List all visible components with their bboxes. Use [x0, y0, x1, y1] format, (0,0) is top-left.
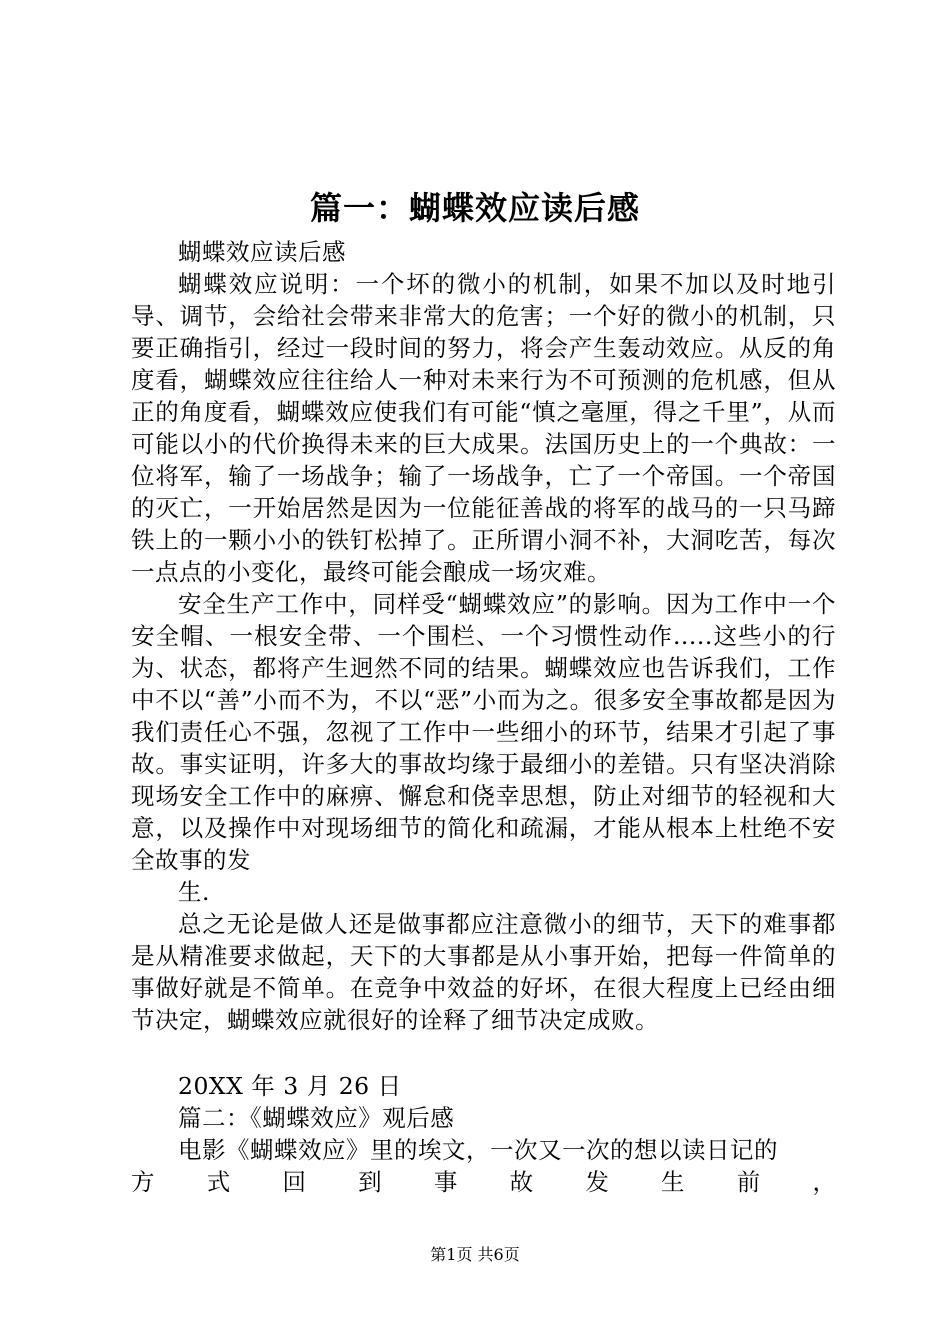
subtitle-paragraph: 蝴蝶效应读后感 [178, 238, 346, 266]
body-paragraph-2: 安全生产工作中，同样受“蝴蝶效应”的影响。因为工作中一个安全帽、一根安全带、一个围栏、一个习惯性动作.....这些小的行为、状态，都将产生迥然不同的结果。蝴蝶效应也告诉我们，工作中不以“善”小而不为，不以“恶”小而为之。很多安全事故都是因为我们责任心不强，忽视了工作中一些细小的环节，结果才引起了事故。事实证明，许多大的事故均缘于最细小的差错。只有坚决消除现场安全工作中的麻痹、懈怠和侥幸思想，防止对细节的轻视和大意，以及操作中对现场细节的简化和疏漏，才能从根本上杜绝不安全故事的发 [131, 590, 836, 874]
body-paragraph-2-tail: 生. [178, 878, 210, 906]
body-paragraph-1: 蝴蝶效应说明：一个坏的微小的机制，如果不加以及时地引导、调节，会给社会带来非常大的危害；一个好的微小的机制，只要正确指引，经过一段时间的努力，将会产生轰动效应。从反的角度看，蝴蝶效应往往给人一种对未来行为不可预测的危机感，但从正的角度看，蝴蝶效应使我们有可能“慎之毫厘，得之千里”，从而可能以小的代价换得未来的巨大成果。法国历史上的一个典故：一位将军，输了一场战争；输了一场战争，亡了一个帝国。一个帝国的灭亡，一开始居然是因为一位能征善战的将军的战马的一只马蹄铁上的一颗小小的铁钉松掉了。正所谓小洞不补，大洞吃苦，每次一点点的小变化，最终可能会酿成一场灾难。 [131, 270, 836, 586]
body-paragraph-3: 总之无论是做人还是做事都应注意微小的细节，天下的难事都是从精准要求做起，天下的大事都是从小事开始，把每一件简单的事做好就是不简单。在竞争中效益的好坏，在很大程度上已经由细节决定，蝴蝶效应就很好的诠释了细节决定成败。 [131, 910, 836, 1034]
document-body [131, 236, 836, 1198]
date-line: 20XX 年 3 月 26 日 [178, 1072, 402, 1100]
section-two-heading: 篇二：《蝴蝶效应》观后感 [178, 1104, 455, 1132]
body-paragraph-4: 电影《蝴蝶效应》里的埃文，一次又一次的想以读日记的 [178, 1136, 778, 1164]
page-number-footer: 第1页 共6页 [430, 1245, 520, 1264]
body-paragraph-4-continued: 方式回到事故发生前， [131, 1168, 836, 1196]
document-title: 篇一：蝴蝶效应读后感 [309, 189, 640, 227]
